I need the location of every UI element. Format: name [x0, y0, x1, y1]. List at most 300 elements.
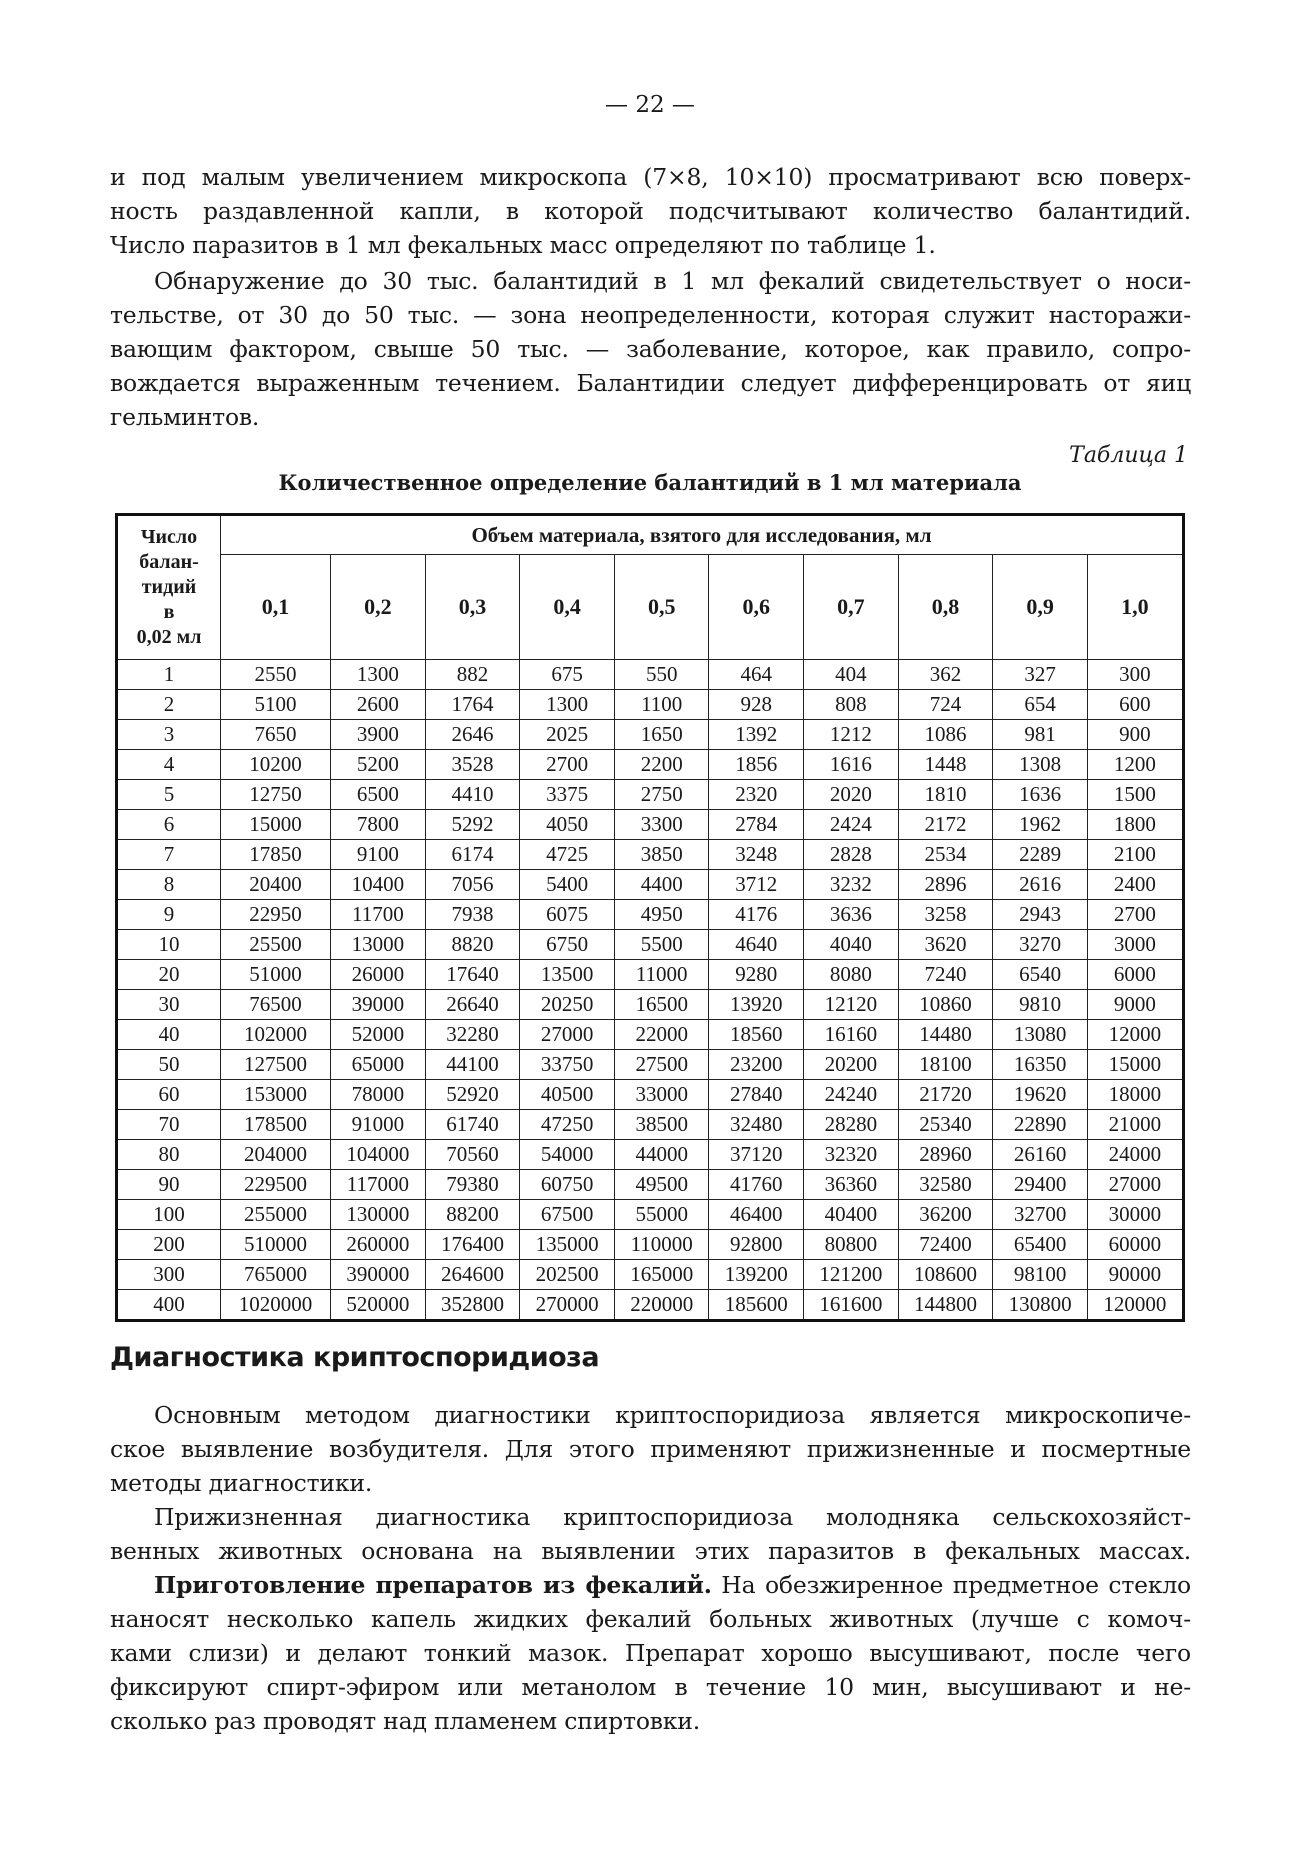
value-cell: 1800 [1087, 810, 1183, 840]
value-cell: 104000 [331, 1140, 426, 1170]
value-cell: 20400 [221, 870, 331, 900]
value-cell: 2289 [993, 840, 1088, 870]
value-cell: 28280 [804, 1110, 899, 1140]
table-row [117, 720, 1184, 750]
table-row [117, 930, 1184, 960]
value-cell: 2700 [1087, 900, 1183, 930]
value-cell: 3248 [709, 840, 804, 870]
value-cell: 178500 [221, 1110, 331, 1140]
value-cell: 72400 [898, 1230, 993, 1260]
value-cell: 9280 [709, 960, 804, 990]
table-row [117, 840, 1184, 870]
value-cell: 3375 [520, 780, 615, 810]
value-cell: 8080 [804, 960, 899, 990]
row-count-cell: 200 [117, 1230, 221, 1260]
value-cell: 18100 [898, 1050, 993, 1080]
value-cell: 130000 [331, 1200, 426, 1230]
row-count-cell: 20 [117, 960, 221, 990]
value-cell: 102000 [221, 1020, 331, 1050]
text-span: На обезжиренное предметное стекло [711, 1571, 1191, 1599]
row-count-cell: 4 [117, 750, 221, 780]
value-cell: 127500 [221, 1050, 331, 1080]
value-cell: 270000 [520, 1290, 615, 1321]
value-cell: 22000 [614, 1020, 709, 1050]
value-cell: 117000 [331, 1170, 426, 1200]
table-row [117, 1200, 1184, 1230]
value-cell: 108600 [898, 1260, 993, 1290]
value-cell: 21720 [898, 1080, 993, 1110]
value-cell: 79380 [425, 1170, 520, 1200]
column-header: 1,0 [1087, 555, 1183, 660]
value-cell: 91000 [331, 1110, 426, 1140]
value-cell: 882 [425, 660, 520, 690]
table-row [117, 780, 1184, 810]
value-cell: 404 [804, 660, 899, 690]
value-cell: 2943 [993, 900, 1088, 930]
row-count-cell: 90 [117, 1170, 221, 1200]
corner-line: тидий [141, 576, 197, 598]
table-row [117, 660, 1184, 690]
value-cell: 20250 [520, 990, 615, 1020]
paragraph-3 [110, 1398, 1191, 1500]
table-row [117, 810, 1184, 840]
value-cell: 16350 [993, 1050, 1088, 1080]
value-cell: 39000 [331, 990, 426, 1020]
table-row [117, 1110, 1184, 1140]
value-cell: 60750 [520, 1170, 615, 1200]
row-count-cell: 100 [117, 1200, 221, 1230]
group-header: Объем материала, взятого для исследования, мл [221, 515, 1184, 555]
column-header: 0,8 [898, 555, 993, 660]
value-cell: 220000 [614, 1290, 709, 1321]
value-cell: 14480 [898, 1020, 993, 1050]
value-cell: 6540 [993, 960, 1088, 990]
value-cell: 765000 [221, 1260, 331, 1290]
value-cell: 2320 [709, 780, 804, 810]
column-header: 0,4 [520, 555, 615, 660]
value-cell: 15000 [221, 810, 331, 840]
table-title: Количественное определение балантидий в 1 мл материала [278, 470, 1022, 495]
value-cell: 25340 [898, 1110, 993, 1140]
value-cell: 20200 [804, 1050, 899, 1080]
corner-line: 0,02 мл [136, 626, 202, 648]
value-cell: 61740 [425, 1110, 520, 1140]
row-count-cell: 50 [117, 1050, 221, 1080]
table-row [117, 1260, 1184, 1290]
bold-lead: Приготовление препаратов из фекалий. [154, 1571, 712, 1599]
value-cell: 464 [709, 660, 804, 690]
table-row [117, 1290, 1184, 1321]
row-count-cell: 40 [117, 1020, 221, 1050]
value-cell: 33000 [614, 1080, 709, 1110]
value-cell: 6000 [1087, 960, 1183, 990]
value-cell: 70560 [425, 1140, 520, 1170]
value-cell: 362 [898, 660, 993, 690]
corner-line: балан- [139, 551, 199, 573]
value-cell: 1300 [331, 660, 426, 690]
value-cell: 300 [1087, 660, 1183, 690]
value-cell: 1308 [993, 750, 1088, 780]
row-count-cell: 5 [117, 780, 221, 810]
value-cell: 6500 [331, 780, 426, 810]
value-cell: 44000 [614, 1140, 709, 1170]
section-heading: Диагностика криптоспоридиоза [110, 1342, 600, 1373]
corner-header [117, 515, 221, 660]
value-cell: 1300 [520, 690, 615, 720]
row-count-cell: 3 [117, 720, 221, 750]
table-row [117, 690, 1184, 720]
value-cell: 54000 [520, 1140, 615, 1170]
value-cell: 10400 [331, 870, 426, 900]
value-cell: 98100 [993, 1260, 1088, 1290]
value-cell: 176400 [425, 1230, 520, 1260]
row-count-cell: 400 [117, 1290, 221, 1321]
value-cell: 153000 [221, 1080, 331, 1110]
value-cell: 88200 [425, 1200, 520, 1230]
value-cell: 47250 [520, 1110, 615, 1140]
value-cell: 110000 [614, 1230, 709, 1260]
text-line: ское выявление возбудителя. Для этого применяют прижизненные и посмертные [110, 1435, 1191, 1463]
value-cell: 4050 [520, 810, 615, 840]
value-cell: 510000 [221, 1230, 331, 1260]
column-header: 0,1 [221, 555, 331, 660]
row-count-cell: 80 [117, 1140, 221, 1170]
value-cell: 51000 [221, 960, 331, 990]
value-cell: 675 [520, 660, 615, 690]
value-cell: 120000 [1087, 1290, 1183, 1321]
value-cell: 1636 [993, 780, 1088, 810]
value-cell: 90000 [1087, 1260, 1183, 1290]
value-cell: 27000 [520, 1020, 615, 1050]
text-line: Число паразитов в 1 мл фекальных масс определяют по таблице 1. [110, 231, 936, 259]
table-row [117, 960, 1184, 990]
value-cell: 17850 [221, 840, 331, 870]
value-cell: 981 [993, 720, 1088, 750]
corner-line: в [163, 601, 175, 623]
value-cell: 144800 [898, 1290, 993, 1321]
text-line: гельминтов. [110, 403, 260, 431]
value-cell: 165000 [614, 1260, 709, 1290]
value-cell: 2200 [614, 750, 709, 780]
value-cell: 3712 [709, 870, 804, 900]
text-line [110, 1568, 1191, 1602]
value-cell: 1962 [993, 810, 1088, 840]
value-cell: 161600 [804, 1290, 899, 1321]
value-cell: 327 [993, 660, 1088, 690]
table-row [117, 1080, 1184, 1110]
value-cell: 185600 [709, 1290, 804, 1321]
value-cell: 11000 [614, 960, 709, 990]
value-cell: 229500 [221, 1170, 331, 1200]
value-cell: 44100 [425, 1050, 520, 1080]
value-cell: 92800 [709, 1230, 804, 1260]
value-cell: 9000 [1087, 990, 1183, 1020]
value-cell: 3636 [804, 900, 899, 930]
value-cell: 3528 [425, 750, 520, 780]
value-cell: 3620 [898, 930, 993, 960]
value-cell: 76500 [221, 990, 331, 1020]
row-count-cell: 8 [117, 870, 221, 900]
value-cell: 6075 [520, 900, 615, 930]
value-cell: 2550 [221, 660, 331, 690]
column-header: 0,9 [993, 555, 1088, 660]
table-row [117, 870, 1184, 900]
table-row [117, 900, 1184, 930]
page-number: — 22 — [605, 92, 695, 118]
table-row [117, 1230, 1184, 1260]
value-cell: 36360 [804, 1170, 899, 1200]
table-row [117, 990, 1184, 1020]
text-line: методы диагностики. [110, 1469, 373, 1497]
value-cell: 13920 [709, 990, 804, 1020]
value-cell: 7056 [425, 870, 520, 900]
value-cell: 2424 [804, 810, 899, 840]
column-header: 0,3 [425, 555, 520, 660]
text-line: и под малым увеличением микроскопа (7×8, 10×10) просматривают всю поверх- [110, 163, 1191, 191]
value-cell: 26160 [993, 1140, 1088, 1170]
value-cell: 5292 [425, 810, 520, 840]
row-count-cell: 6 [117, 810, 221, 840]
value-cell: 41760 [709, 1170, 804, 1200]
value-cell: 1650 [614, 720, 709, 750]
value-cell: 600 [1087, 690, 1183, 720]
value-cell: 32280 [425, 1020, 520, 1050]
table-row [117, 1170, 1184, 1200]
value-cell: 3270 [993, 930, 1088, 960]
balantidia-table [115, 513, 1185, 1322]
value-cell: 2700 [520, 750, 615, 780]
value-cell: 900 [1087, 720, 1183, 750]
value-cell: 32700 [993, 1200, 1088, 1230]
value-cell: 264600 [425, 1260, 520, 1290]
value-cell: 2100 [1087, 840, 1183, 870]
text-line: ками слизи) и делают тонкий мазок. Препарат хорошо высушивают, после чего [110, 1639, 1191, 1667]
value-cell: 1448 [898, 750, 993, 780]
value-cell: 1810 [898, 780, 993, 810]
text-line: венных животных основана на выявлении этих паразитов в фекальных массах. [110, 1537, 1191, 1565]
value-cell: 1100 [614, 690, 709, 720]
value-cell: 7938 [425, 900, 520, 930]
value-cell: 550 [614, 660, 709, 690]
value-cell: 135000 [520, 1230, 615, 1260]
text-line: Обнаружение до 30 тыс. балантидий в 1 мл фекалий свидетельствует о носи- [154, 267, 1191, 295]
value-cell: 1764 [425, 690, 520, 720]
paragraph-5 [110, 1568, 1191, 1738]
value-cell: 60000 [1087, 1230, 1183, 1260]
text-line: сколько раз проводят над пламенем спиртовки. [110, 1707, 701, 1735]
value-cell: 3850 [614, 840, 709, 870]
value-cell: 2616 [993, 870, 1088, 900]
value-cell: 202500 [520, 1260, 615, 1290]
value-cell: 12000 [1087, 1020, 1183, 1050]
value-cell: 6174 [425, 840, 520, 870]
value-cell: 26000 [331, 960, 426, 990]
text-line: ность раздавленной капли, в которой подсчитывают количество балантидий. [110, 197, 1191, 225]
value-cell: 12750 [221, 780, 331, 810]
text-line: вождается выраженным течением. Балантидии следует дифференцировать от яиц [110, 369, 1191, 397]
value-cell: 654 [993, 690, 1088, 720]
value-cell: 16160 [804, 1020, 899, 1050]
row-count-cell: 300 [117, 1260, 221, 1290]
paragraph-2 [110, 264, 1191, 434]
value-cell: 4400 [614, 870, 709, 900]
column-header: 0,2 [331, 555, 426, 660]
value-cell: 5100 [221, 690, 331, 720]
value-cell: 5500 [614, 930, 709, 960]
row-count-cell: 10 [117, 930, 221, 960]
value-cell: 52000 [331, 1020, 426, 1050]
text-line: Прижизненная диагностика криптоспоридиоза молодняка сельскохозяйст- [154, 1503, 1191, 1531]
value-cell: 4950 [614, 900, 709, 930]
value-cell: 32480 [709, 1110, 804, 1140]
value-cell: 808 [804, 690, 899, 720]
value-cell: 390000 [331, 1260, 426, 1290]
value-cell: 2750 [614, 780, 709, 810]
value-cell: 4410 [425, 780, 520, 810]
table-row [117, 750, 1184, 780]
value-cell: 13000 [331, 930, 426, 960]
value-cell: 2025 [520, 720, 615, 750]
value-cell: 37120 [709, 1140, 804, 1170]
row-count-cell: 7 [117, 840, 221, 870]
row-count-cell: 70 [117, 1110, 221, 1140]
value-cell: 3232 [804, 870, 899, 900]
value-cell: 9810 [993, 990, 1088, 1020]
value-cell: 22950 [221, 900, 331, 930]
value-cell: 25500 [221, 930, 331, 960]
value-cell: 7650 [221, 720, 331, 750]
text-line: Основным методом диагностики криптоспоридиоза является микроскопиче- [154, 1401, 1191, 1429]
value-cell: 1020000 [221, 1290, 331, 1321]
value-cell: 27840 [709, 1080, 804, 1110]
value-cell: 1212 [804, 720, 899, 750]
value-cell: 55000 [614, 1200, 709, 1230]
value-cell: 38500 [614, 1110, 709, 1140]
value-cell: 1856 [709, 750, 804, 780]
value-cell: 26640 [425, 990, 520, 1020]
value-cell: 2020 [804, 780, 899, 810]
value-cell: 16500 [614, 990, 709, 1020]
text-line: тельстве, от 30 до 50 тыс. — зона неопределенности, которая служит насторажи- [110, 301, 1191, 329]
value-cell: 4176 [709, 900, 804, 930]
value-cell: 2400 [1087, 870, 1183, 900]
value-cell: 32580 [898, 1170, 993, 1200]
value-cell: 10200 [221, 750, 331, 780]
value-cell: 5200 [331, 750, 426, 780]
row-count-cell: 30 [117, 990, 221, 1020]
paragraph-4 [110, 1500, 1191, 1568]
value-cell: 3300 [614, 810, 709, 840]
value-cell: 139200 [709, 1260, 804, 1290]
value-cell: 928 [709, 690, 804, 720]
value-cell: 352800 [425, 1290, 520, 1321]
value-cell: 3258 [898, 900, 993, 930]
value-cell: 2896 [898, 870, 993, 900]
value-cell: 5400 [520, 870, 615, 900]
value-cell: 2784 [709, 810, 804, 840]
value-cell: 24000 [1087, 1140, 1183, 1170]
value-cell: 36200 [898, 1200, 993, 1230]
value-cell: 15000 [1087, 1050, 1183, 1080]
column-header: 0,6 [709, 555, 804, 660]
value-cell: 204000 [221, 1140, 331, 1170]
value-cell: 33750 [520, 1050, 615, 1080]
text-line: фиксируют спирт-эфиром или метанолом в течение 10 мин, высушивают и не- [110, 1673, 1191, 1701]
row-count-cell: 60 [117, 1080, 221, 1110]
value-cell: 2828 [804, 840, 899, 870]
value-cell: 1616 [804, 750, 899, 780]
value-cell: 8820 [425, 930, 520, 960]
value-cell: 255000 [221, 1200, 331, 1230]
value-cell: 1392 [709, 720, 804, 750]
table-caption: Таблица 1 [1069, 443, 1188, 468]
value-cell: 4040 [804, 930, 899, 960]
column-header: 0,5 [614, 555, 709, 660]
value-cell: 121200 [804, 1260, 899, 1290]
value-cell: 724 [898, 690, 993, 720]
text-line: вающим фактором, свыше 50 тыс. — заболевание, которое, как правило, сопро- [110, 335, 1191, 363]
row-count-cell: 9 [117, 900, 221, 930]
value-cell: 46400 [709, 1200, 804, 1230]
value-cell: 19620 [993, 1080, 1088, 1110]
value-cell: 6750 [520, 930, 615, 960]
value-cell: 10860 [898, 990, 993, 1020]
table-row [117, 1020, 1184, 1050]
value-cell: 4725 [520, 840, 615, 870]
value-cell: 78000 [331, 1080, 426, 1110]
value-cell: 67500 [520, 1200, 615, 1230]
value-cell: 49500 [614, 1170, 709, 1200]
value-cell: 3000 [1087, 930, 1183, 960]
value-cell: 65000 [331, 1050, 426, 1080]
value-cell: 4640 [709, 930, 804, 960]
value-cell: 27500 [614, 1050, 709, 1080]
value-cell: 2534 [898, 840, 993, 870]
column-header: 0,7 [804, 555, 899, 660]
value-cell: 12120 [804, 990, 899, 1020]
value-cell: 11700 [331, 900, 426, 930]
value-cell: 28960 [898, 1140, 993, 1170]
value-cell: 520000 [331, 1290, 426, 1321]
value-cell: 65400 [993, 1230, 1088, 1260]
value-cell: 13080 [993, 1020, 1088, 1050]
value-cell: 1200 [1087, 750, 1183, 780]
table-row [117, 1050, 1184, 1080]
value-cell: 18560 [709, 1020, 804, 1050]
value-cell: 40400 [804, 1200, 899, 1230]
value-cell: 17640 [425, 960, 520, 990]
row-count-cell: 1 [117, 660, 221, 690]
value-cell: 2646 [425, 720, 520, 750]
value-cell: 3900 [331, 720, 426, 750]
value-cell: 80800 [804, 1230, 899, 1260]
value-cell: 1086 [898, 720, 993, 750]
value-cell: 40500 [520, 1080, 615, 1110]
value-cell: 260000 [331, 1230, 426, 1260]
value-cell: 23200 [709, 1050, 804, 1080]
value-cell: 13500 [520, 960, 615, 990]
value-cell: 32320 [804, 1140, 899, 1170]
value-cell: 130800 [993, 1290, 1088, 1321]
value-cell: 7800 [331, 810, 426, 840]
value-cell: 24240 [804, 1080, 899, 1110]
intro-paragraph [110, 160, 1191, 262]
value-cell: 7240 [898, 960, 993, 990]
value-cell: 22890 [993, 1110, 1088, 1140]
text-line: наносят несколько капель жидких фекалий больных животных (лучше с комоч- [110, 1605, 1191, 1633]
value-cell: 1500 [1087, 780, 1183, 810]
value-cell: 21000 [1087, 1110, 1183, 1140]
